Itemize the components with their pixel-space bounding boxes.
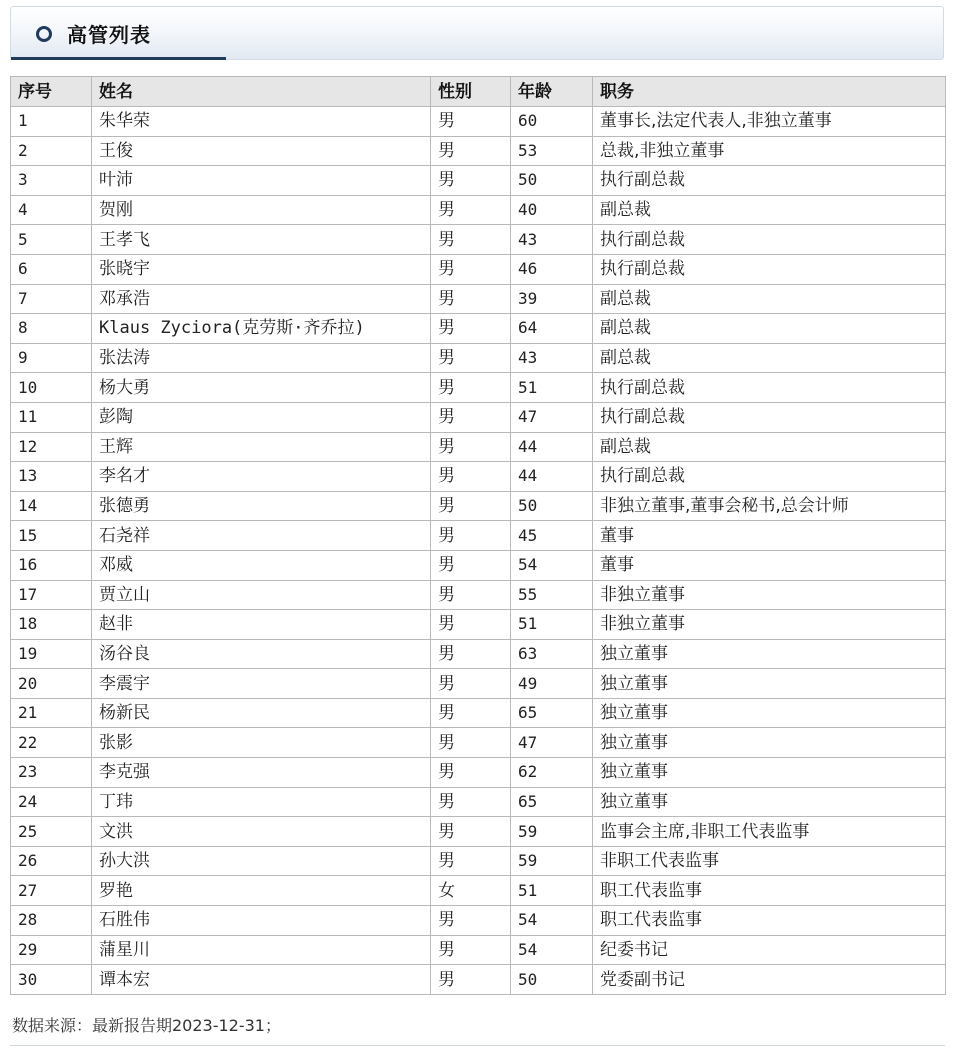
table-row bbox=[11, 698, 946, 728]
cell-no: 28 bbox=[11, 906, 92, 936]
cell-name: 李克强 bbox=[92, 758, 431, 788]
cell-no: 26 bbox=[11, 846, 92, 876]
cell-position: 副总裁 bbox=[593, 314, 946, 344]
cell-gender: 男 bbox=[431, 698, 511, 728]
cell-no: 10 bbox=[11, 373, 92, 403]
cell-age: 63 bbox=[511, 639, 593, 669]
cell-gender: 男 bbox=[431, 610, 511, 640]
cell-position: 独立董事 bbox=[593, 639, 946, 669]
cell-age: 46 bbox=[511, 254, 593, 284]
cell-no: 17 bbox=[11, 580, 92, 610]
cell-position: 非独立董事,董事会秘书,总会计师 bbox=[593, 491, 946, 521]
cell-no: 8 bbox=[11, 314, 92, 344]
cell-age: 54 bbox=[511, 906, 593, 936]
section-header bbox=[10, 6, 944, 60]
table-row bbox=[11, 136, 946, 166]
cell-gender: 男 bbox=[431, 787, 511, 817]
cell-position: 非独立董事 bbox=[593, 610, 946, 640]
cell-name: 李名才 bbox=[92, 462, 431, 492]
table-row bbox=[11, 432, 946, 462]
table-row bbox=[11, 402, 946, 432]
cell-position: 党委副书记 bbox=[593, 965, 946, 995]
table-row bbox=[11, 521, 946, 551]
cell-name: 张德勇 bbox=[92, 491, 431, 521]
cell-age: 44 bbox=[511, 432, 593, 462]
cell-gender: 男 bbox=[431, 343, 511, 373]
table-row bbox=[11, 787, 946, 817]
cell-position: 独立董事 bbox=[593, 787, 946, 817]
cell-name: 叶沛 bbox=[92, 166, 431, 196]
table-row bbox=[11, 728, 946, 758]
cell-name: 贾立山 bbox=[92, 580, 431, 610]
section-title: 高管列表 bbox=[67, 23, 151, 47]
cell-no: 19 bbox=[11, 639, 92, 669]
cell-age: 43 bbox=[511, 343, 593, 373]
cell-no: 9 bbox=[11, 343, 92, 373]
cell-gender: 男 bbox=[431, 491, 511, 521]
column-header-no: 序号 bbox=[11, 77, 92, 107]
cell-name: 邓威 bbox=[92, 550, 431, 580]
cell-age: 43 bbox=[511, 225, 593, 255]
cell-no: 3 bbox=[11, 166, 92, 196]
table-row bbox=[11, 758, 946, 788]
cell-no: 2 bbox=[11, 136, 92, 166]
cell-no: 5 bbox=[11, 225, 92, 255]
cell-name: 张影 bbox=[92, 728, 431, 758]
column-header-gender: 性别 bbox=[431, 77, 511, 107]
cell-gender: 男 bbox=[431, 225, 511, 255]
cell-name: 罗艳 bbox=[92, 876, 431, 906]
cell-name: 杨新民 bbox=[92, 698, 431, 728]
table-row bbox=[11, 580, 946, 610]
cell-no: 21 bbox=[11, 698, 92, 728]
cell-position: 独立董事 bbox=[593, 669, 946, 699]
cell-age: 54 bbox=[511, 550, 593, 580]
table-row bbox=[11, 846, 946, 876]
cell-name: 张法涛 bbox=[92, 343, 431, 373]
cell-name: 张晓宇 bbox=[92, 254, 431, 284]
cell-no: 6 bbox=[11, 254, 92, 284]
cell-no: 20 bbox=[11, 669, 92, 699]
table-row bbox=[11, 906, 946, 936]
cell-no: 13 bbox=[11, 462, 92, 492]
cell-position: 纪委书记 bbox=[593, 935, 946, 965]
cell-position: 执行副总裁 bbox=[593, 254, 946, 284]
cell-name: 王俊 bbox=[92, 136, 431, 166]
cell-gender: 男 bbox=[431, 846, 511, 876]
cell-age: 40 bbox=[511, 195, 593, 225]
cell-position: 董事 bbox=[593, 521, 946, 551]
cell-no: 14 bbox=[11, 491, 92, 521]
column-header-position: 职务 bbox=[593, 77, 946, 107]
cell-gender: 男 bbox=[431, 580, 511, 610]
cell-gender: 男 bbox=[431, 254, 511, 284]
cell-position: 执行副总裁 bbox=[593, 462, 946, 492]
cell-age: 59 bbox=[511, 817, 593, 847]
cell-name: 丁玮 bbox=[92, 787, 431, 817]
cell-name: 文洪 bbox=[92, 817, 431, 847]
cell-position: 非独立董事 bbox=[593, 580, 946, 610]
cell-gender: 男 bbox=[431, 639, 511, 669]
cell-gender: 男 bbox=[431, 462, 511, 492]
cell-no: 12 bbox=[11, 432, 92, 462]
cell-name: 赵非 bbox=[92, 610, 431, 640]
table-row bbox=[11, 876, 946, 906]
cell-age: 53 bbox=[511, 136, 593, 166]
cell-gender: 男 bbox=[431, 195, 511, 225]
cell-age: 50 bbox=[511, 491, 593, 521]
cell-position: 副总裁 bbox=[593, 343, 946, 373]
table-row bbox=[11, 343, 946, 373]
table-row bbox=[11, 935, 946, 965]
executive-table bbox=[10, 76, 946, 995]
cell-no: 11 bbox=[11, 402, 92, 432]
table-row bbox=[11, 254, 946, 284]
cell-name: 彭陶 bbox=[92, 402, 431, 432]
column-header-name: 姓名 bbox=[92, 77, 431, 107]
cell-name: 邓承浩 bbox=[92, 284, 431, 314]
cell-position: 执行副总裁 bbox=[593, 225, 946, 255]
cell-age: 47 bbox=[511, 728, 593, 758]
cell-age: 54 bbox=[511, 935, 593, 965]
cell-age: 65 bbox=[511, 787, 593, 817]
cell-age: 64 bbox=[511, 314, 593, 344]
cell-age: 44 bbox=[511, 462, 593, 492]
cell-position: 监事会主席,非职工代表监事 bbox=[593, 817, 946, 847]
cell-name: 杨大勇 bbox=[92, 373, 431, 403]
cell-gender: 男 bbox=[431, 728, 511, 758]
cell-no: 23 bbox=[11, 758, 92, 788]
cell-name: 贺刚 bbox=[92, 195, 431, 225]
header-underline bbox=[11, 57, 226, 60]
cell-name: 李震宇 bbox=[92, 669, 431, 699]
cell-no: 18 bbox=[11, 610, 92, 640]
cell-gender: 男 bbox=[431, 166, 511, 196]
cell-position: 职工代表监事 bbox=[593, 906, 946, 936]
cell-gender: 男 bbox=[431, 402, 511, 432]
cell-name: 蒲星川 bbox=[92, 935, 431, 965]
column-header-age: 年龄 bbox=[511, 77, 593, 107]
cell-age: 51 bbox=[511, 610, 593, 640]
cell-name: 王孝飞 bbox=[92, 225, 431, 255]
cell-name: 王辉 bbox=[92, 432, 431, 462]
cell-gender: 男 bbox=[431, 521, 511, 551]
cell-name: 石尧祥 bbox=[92, 521, 431, 551]
table-row bbox=[11, 195, 946, 225]
cell-gender: 男 bbox=[431, 373, 511, 403]
table-header-row bbox=[11, 77, 946, 107]
cell-age: 51 bbox=[511, 373, 593, 403]
cell-gender: 男 bbox=[431, 284, 511, 314]
cell-no: 4 bbox=[11, 195, 92, 225]
cell-gender: 男 bbox=[431, 314, 511, 344]
cell-age: 62 bbox=[511, 758, 593, 788]
table-row bbox=[11, 462, 946, 492]
cell-age: 47 bbox=[511, 402, 593, 432]
cell-name: 孙大洪 bbox=[92, 846, 431, 876]
cell-name: 朱华荣 bbox=[92, 107, 431, 137]
cell-no: 29 bbox=[11, 935, 92, 965]
cell-gender: 男 bbox=[431, 935, 511, 965]
cell-age: 50 bbox=[511, 166, 593, 196]
cell-no: 15 bbox=[11, 521, 92, 551]
cell-no: 7 bbox=[11, 284, 92, 314]
cell-age: 45 bbox=[511, 521, 593, 551]
cell-no: 30 bbox=[11, 965, 92, 995]
cell-name: 汤谷良 bbox=[92, 639, 431, 669]
cell-position: 独立董事 bbox=[593, 758, 946, 788]
cell-age: 49 bbox=[511, 669, 593, 699]
cell-position: 独立董事 bbox=[593, 728, 946, 758]
cell-no: 1 bbox=[11, 107, 92, 137]
cell-gender: 男 bbox=[431, 906, 511, 936]
cell-position: 执行副总裁 bbox=[593, 166, 946, 196]
circle-bullet-icon bbox=[36, 26, 52, 42]
table-row bbox=[11, 284, 946, 314]
cell-age: 60 bbox=[511, 107, 593, 137]
table-row bbox=[11, 965, 946, 995]
cell-name: 石胜伟 bbox=[92, 906, 431, 936]
cell-no: 25 bbox=[11, 817, 92, 847]
cell-position: 副总裁 bbox=[593, 432, 946, 462]
cell-position: 执行副总裁 bbox=[593, 373, 946, 403]
cell-no: 16 bbox=[11, 550, 92, 580]
cell-age: 39 bbox=[511, 284, 593, 314]
cell-age: 51 bbox=[511, 876, 593, 906]
table-row bbox=[11, 610, 946, 640]
table-row bbox=[11, 491, 946, 521]
cell-position: 董事 bbox=[593, 550, 946, 580]
cell-age: 59 bbox=[511, 846, 593, 876]
table-row bbox=[11, 669, 946, 699]
table-row bbox=[11, 373, 946, 403]
cell-gender: 男 bbox=[431, 136, 511, 166]
table-row bbox=[11, 225, 946, 255]
table-row bbox=[11, 817, 946, 847]
cell-gender: 男 bbox=[431, 965, 511, 995]
table-row bbox=[11, 166, 946, 196]
cell-gender: 男 bbox=[431, 817, 511, 847]
cell-age: 55 bbox=[511, 580, 593, 610]
cell-gender: 男 bbox=[431, 432, 511, 462]
cell-gender: 女 bbox=[431, 876, 511, 906]
cell-age: 65 bbox=[511, 698, 593, 728]
cell-name: Klaus Zyciora(克劳斯·齐乔拉) bbox=[92, 314, 431, 344]
cell-gender: 男 bbox=[431, 550, 511, 580]
cell-position: 副总裁 bbox=[593, 195, 946, 225]
cell-position: 董事长,法定代表人,非独立董事 bbox=[593, 107, 946, 137]
cell-no: 24 bbox=[11, 787, 92, 817]
cell-gender: 男 bbox=[431, 107, 511, 137]
cell-position: 副总裁 bbox=[593, 284, 946, 314]
cell-no: 22 bbox=[11, 728, 92, 758]
cell-position: 执行副总裁 bbox=[593, 402, 946, 432]
table-row bbox=[11, 639, 946, 669]
data-source-note: 数据来源：最新报告期2023-12-31； bbox=[12, 1016, 281, 1035]
cell-position: 职工代表监事 bbox=[593, 876, 946, 906]
table-row bbox=[11, 550, 946, 580]
cell-gender: 男 bbox=[431, 758, 511, 788]
cell-no: 27 bbox=[11, 876, 92, 906]
cell-position: 独立董事 bbox=[593, 698, 946, 728]
table-row bbox=[11, 107, 946, 137]
cell-age: 50 bbox=[511, 965, 593, 995]
table-body bbox=[11, 107, 946, 995]
table-row bbox=[11, 314, 946, 344]
cell-position: 总裁,非独立董事 bbox=[593, 136, 946, 166]
cell-gender: 男 bbox=[431, 669, 511, 699]
cell-name: 谭本宏 bbox=[92, 965, 431, 995]
cell-position: 非职工代表监事 bbox=[593, 846, 946, 876]
bottom-divider bbox=[10, 1045, 945, 1046]
